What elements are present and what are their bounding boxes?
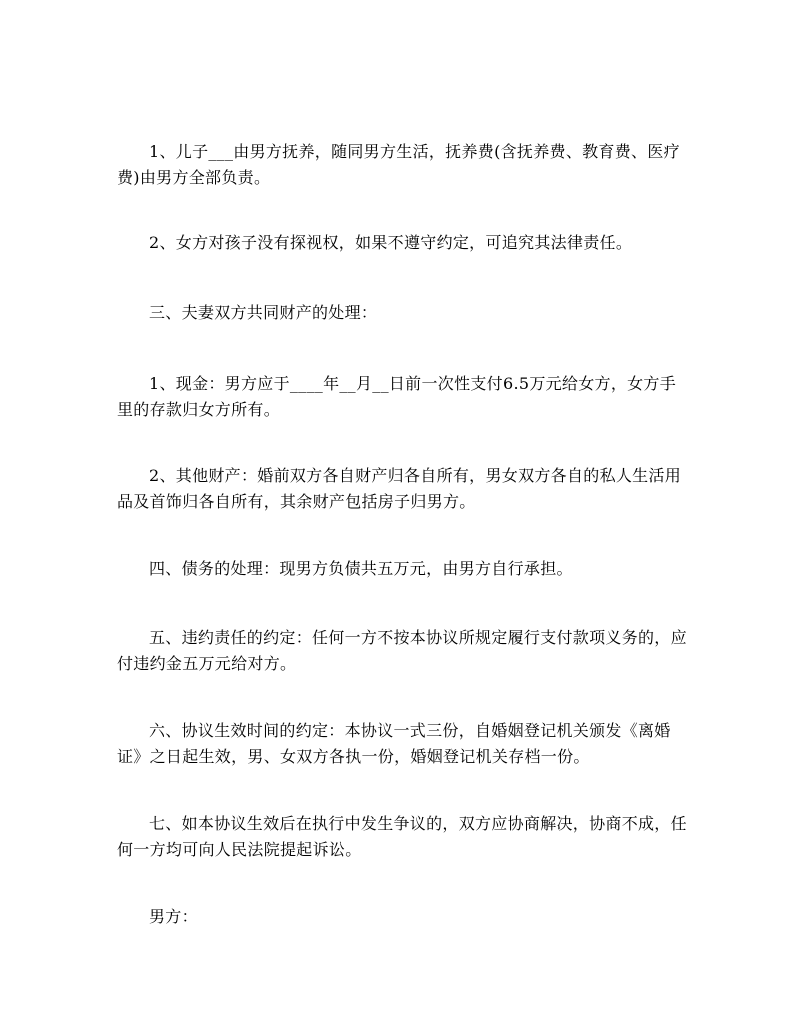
section-heading-joint-property: 三、夫妻双方共同财产的处理：	[149, 303, 378, 322]
section-effective-time: 六、协议生效时间的约定：本协议一式三份，自婚姻登记机关颁发《离婚证》之日起生效，男、女双方各执一份，婚姻登记机关存档一份。	[117, 721, 671, 766]
paragraph-visitation-rights: 2、女方对孩子没有探视权，如果不遵守约定，可追究其法律责任。	[149, 233, 633, 252]
section-dispute-resolution: 七、如本协议生效后在执行中发生争议的，双方应协商解决，协商不成，任何一方均可向人民法院提起诉讼。	[117, 814, 687, 859]
paragraph-cash: 1、现金：男方应于____年__月__日前一次性支付6.5万元给女方，女方手里的存款归女方所有。	[117, 374, 677, 419]
section-debt-handling: 四、债务的处理：现男方负债共五万元，由男方自行承担。	[149, 559, 573, 578]
section-breach-liability: 五、违约责任的约定：任何一方不按本协议所规定履行支付款项义务的，应付违约金五万元给对方。	[117, 628, 687, 673]
signature-male-party: 男方：	[149, 907, 198, 926]
paragraph-child-custody: 1、儿子___由男方抚养，随同男方生活，抚养费(含抚养费、教育费、医疗费)由男方全部负责。	[117, 142, 680, 187]
paragraph-other-property: 2、其他财产：婚前双方各自财产归各自所有，男女双方各自的私人生活用品及首饰归各自所有，其余财产包括房子归男方。	[117, 466, 682, 511]
